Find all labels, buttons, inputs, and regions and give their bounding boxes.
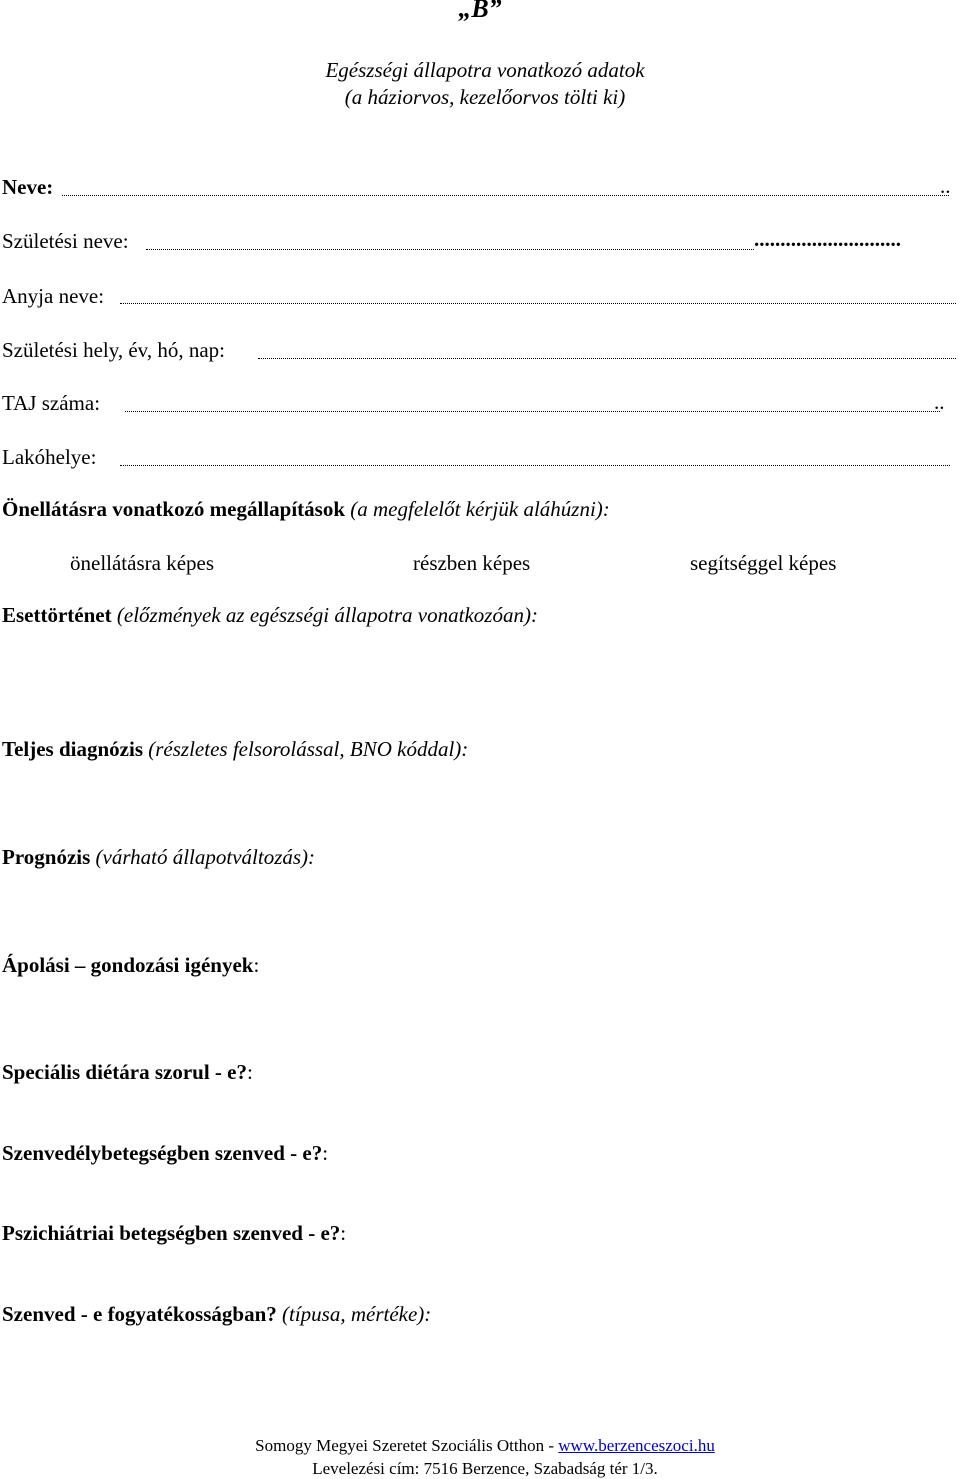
birth-place-date-label: Születési hely, év, hó, nap: — [2, 338, 225, 362]
birth-name-input-line[interactable] — [146, 249, 754, 250]
self-care-heading: Önellátásra vonatkozó megállapítások (a megfelelőt kérjük aláhúzni): — [2, 497, 610, 521]
name-line-end: .. — [940, 174, 951, 198]
form-subtitle: (a háziorvos, kezelőorvos tölti ki) — [344, 85, 626, 109]
residence-input-line[interactable] — [120, 465, 950, 466]
birth-name-label: Születési neve: — [2, 229, 129, 253]
mother-name-input-line[interactable] — [120, 303, 956, 304]
name-label: Neve: — [2, 175, 54, 199]
history-heading: Esettörténet (előzmények az egészségi állapotra vonatkozóan): — [2, 603, 538, 627]
option-with-assistance[interactable]: segítséggel képes — [690, 551, 837, 575]
care-needs-heading: Ápolási – gondozási igények: — [2, 953, 260, 977]
mother-name-label: Anyja neve: — [2, 284, 105, 308]
disability-heading: Szenved - e fogyatékosságban? (típusa, mértéke): — [2, 1302, 432, 1326]
psychiatric-heading: Pszichiátriai betegségben szenved - e?: — [2, 1221, 347, 1245]
website-link[interactable]: www.berzenceszoci.hu — [558, 1436, 715, 1455]
footer-line-1: Somogy Megyei Szeretet Szociális Otthon - www.berzenceszoci.hu — [255, 1436, 715, 1455]
name-input-line[interactable] — [62, 195, 949, 196]
prognosis-heading: Prognózis (várható állapotváltozás): — [2, 845, 316, 869]
taj-line-end: .. — [934, 390, 945, 414]
form-mark: „B” — [458, 0, 502, 23]
option-partially-capable[interactable]: részben képes — [413, 551, 531, 575]
taj-input-line[interactable] — [125, 411, 940, 412]
residence-label: Lakóhelye: — [2, 445, 97, 469]
diagnosis-heading: Teljes diagnózis (részletes felsorolással, BNO kóddal): — [2, 737, 469, 761]
birth-place-date-input-line[interactable] — [258, 358, 956, 359]
diet-heading: Speciális diétára szorul - e?: — [2, 1060, 253, 1084]
addiction-heading: Szenvedélybetegségben szenved - e?: — [2, 1141, 329, 1165]
form-title: Egészségi állapotra vonatkozó adatok — [325, 58, 645, 82]
footer-address: Levelezési cím: 7516 Berzence, Szabadság tér 1/3. — [312, 1459, 658, 1478]
taj-label: TAJ száma: — [2, 391, 101, 415]
birth-name-line-end: ............................ — [754, 227, 901, 251]
option-self-sufficient[interactable]: önellátásra képes — [70, 551, 215, 575]
